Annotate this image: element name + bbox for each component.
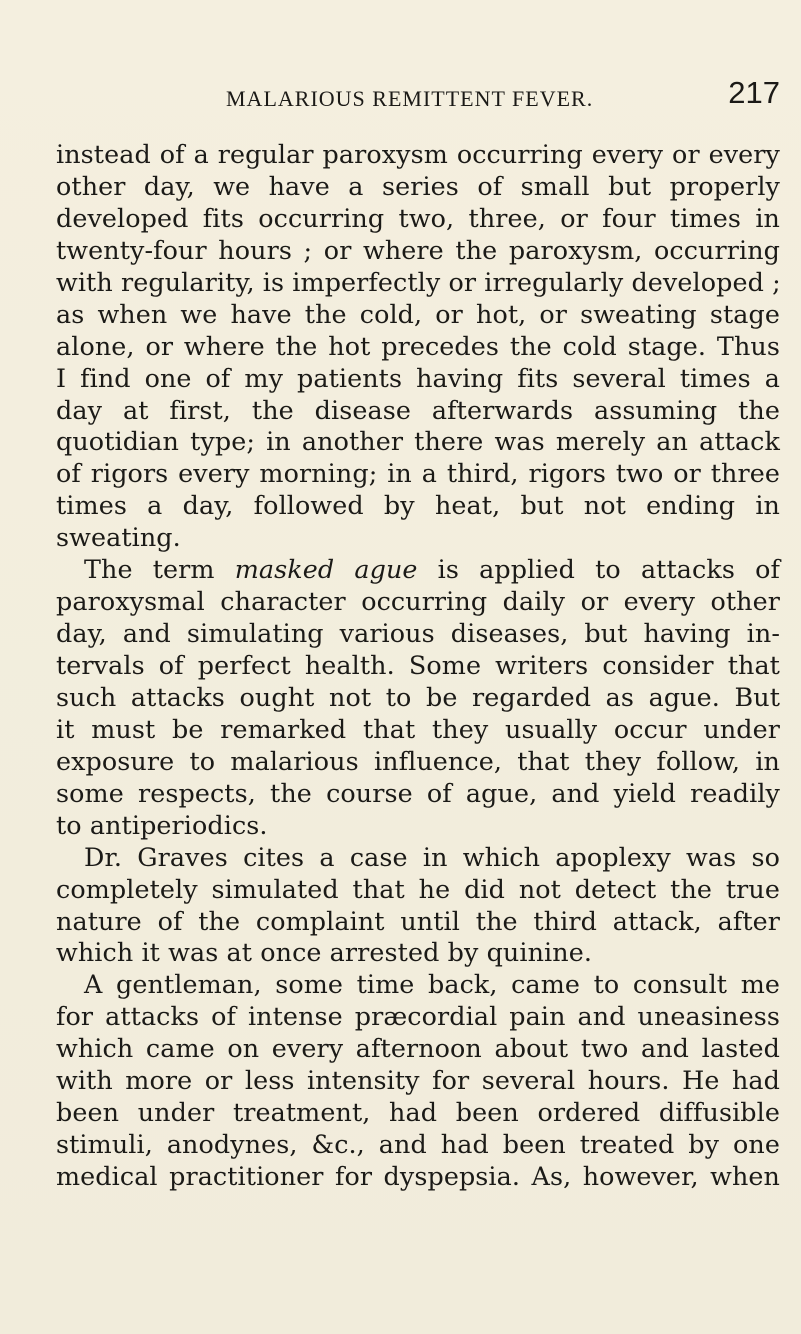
- text-line: with regularity, is imperfectly or irregularly developed ;: [56, 266, 781, 297]
- text-line: times a day, followed by heat, but not ending in: [56, 490, 780, 521]
- text-line: day at first, the disease afterwards assuming the: [56, 394, 780, 425]
- running-title: MALARIOUS REMITTENT FEVER.: [226, 86, 594, 111]
- text-line: to antiperiodics.: [56, 809, 268, 840]
- text-line: tervals of perfect health. Some writers consider that: [56, 650, 780, 680]
- text-line: with more or less intensity for several hours. He had: [56, 1065, 780, 1096]
- text-line: of rigors every morning; in a third, rigors two or three: [56, 458, 780, 489]
- text-line: it must be remarked that they usually occur under: [56, 713, 780, 744]
- text-line: alone, or where the hot precedes the cold stage. Thus: [56, 330, 780, 361]
- text-line: developed fits occurring two, three, or four times in: [56, 202, 780, 233]
- text-line: nature of the complaint until the third attack, after: [56, 905, 780, 936]
- masked-ague-line: [56, 554, 780, 586]
- text-line: A gentleman, some time back, came to consult me: [84, 969, 780, 1000]
- text-line: such attacks ought not to be regarded as ague. But: [56, 681, 780, 712]
- text-line: quotidian type; in another there was merely an attack: [56, 426, 780, 457]
- line-start-text: The term: [84, 554, 235, 585]
- text-line: as when we have the cold, or hot, or sweating stage: [56, 298, 780, 329]
- text-line: which came on every afternoon about two and lasted: [56, 1033, 780, 1064]
- text-line: twenty-four hours ; or where the paroxysm, occurring: [56, 234, 780, 265]
- text-line: been under treatment, had been ordered diffusible: [56, 1097, 780, 1128]
- text-line: for attacks of intense præcordial pain and uneasiness: [56, 1001, 780, 1032]
- text-line: day, and simulating various diseases, but having in-: [56, 618, 780, 649]
- line-end-text: is applied to attacks of: [417, 554, 780, 585]
- text-line: sweating.: [56, 522, 181, 553]
- text-line: I find one of my patients having fits several times a: [56, 362, 780, 393]
- body-text: [56, 139, 780, 1193]
- running-header: [56, 72, 780, 120]
- text-line: stimuli, anodynes, &c., and had been treated by one: [56, 1129, 780, 1160]
- text-line: which it was at once arrested by quinine.: [56, 937, 593, 968]
- text-line: medical practitioner for dyspepsia. As, however, when: [56, 1161, 780, 1191]
- text-line: some respects, the course of ague, and yield readily: [56, 777, 780, 808]
- text-line: paroxysmal character occurring daily or every other: [56, 586, 780, 617]
- text-line: instead of a regular paroxysm occurring every or every: [56, 139, 780, 169]
- italic-term: masked ague: [234, 554, 418, 585]
- text-line: other day, we have a series of small but properly: [56, 170, 780, 201]
- text-line: Dr. Graves cites a case in which apoplexy was so: [84, 841, 780, 872]
- text-line: exposure to malarious influence, that they follow, in: [56, 745, 780, 776]
- text-line: completely simulated that he did not detect the true: [56, 873, 780, 904]
- page-number: 217: [728, 75, 780, 110]
